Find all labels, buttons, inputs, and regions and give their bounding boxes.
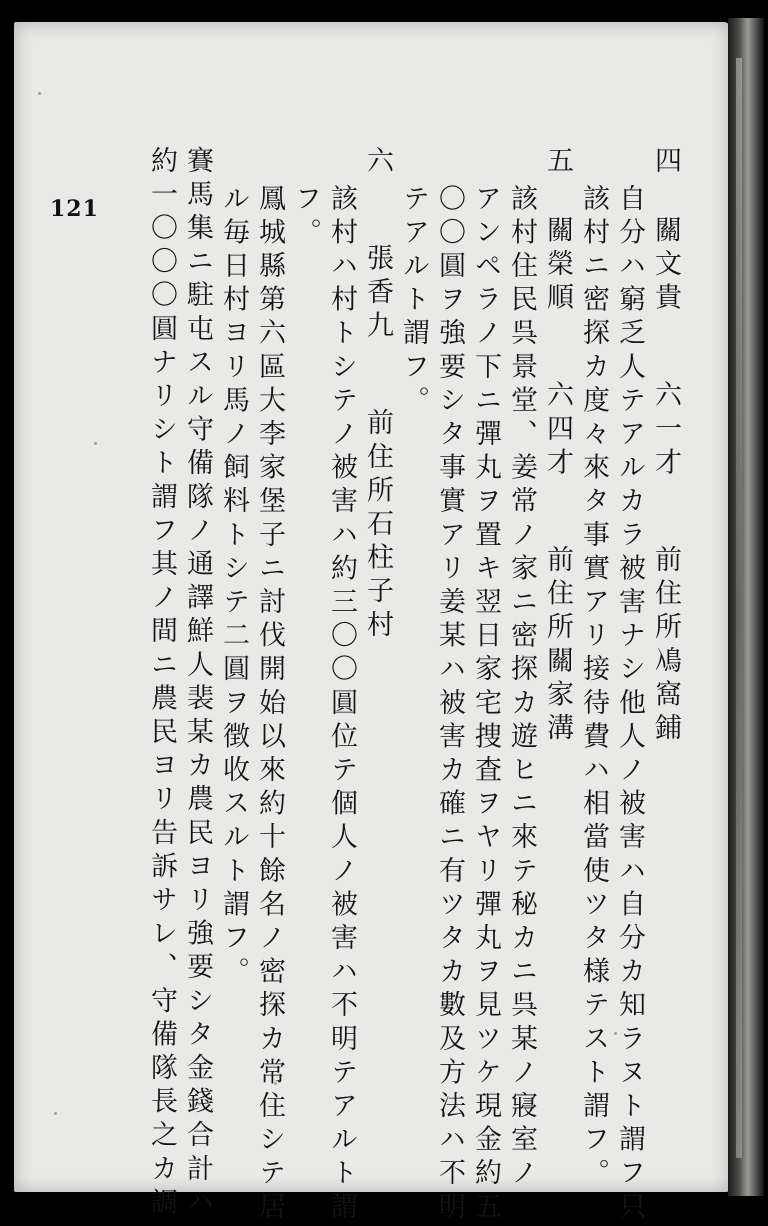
entry-6-name: 張香九: [362, 243, 393, 345]
entry-6-address: 前住所石柱子村: [362, 408, 393, 644]
entry-4-line-1: 自分ハ窮乏人テアルカラ被害ナシ他人ノ被害ハ自分カ知ラヌト謂フ只: [614, 184, 645, 1226]
entry-5-number: 五: [542, 146, 573, 180]
entry-5-age: 六四才: [542, 380, 573, 482]
entry-4-line-2: 該村ニ密探カ度々來タ事實アリ接待費ハ相當使ツタ様テスト謂フ。: [578, 184, 609, 1192]
entry-5-line-3: 〇〇圓ヲ強要シタ事實アリ姜某ハ被害カ確ニ有ツタカ數及方法ハ不明: [434, 184, 465, 1226]
entry-5-address: 前住所關家溝: [542, 545, 573, 747]
entry-4-address: 前住所鳰窩鋪: [650, 545, 681, 747]
entry-5-line-1: 該村住民呉景堂、姜常ノ家ニ密探カ遊ヒニ來テ秘カニ呉某ノ寢室ノ: [506, 184, 537, 1192]
page-number: 121: [50, 196, 99, 222]
entry-5-name: 關榮順: [542, 215, 573, 317]
entry-6-line-2: フ。: [290, 184, 321, 252]
entry-4-age: 六一才: [650, 380, 681, 482]
entry-6-line-3: 鳳城縣第六區大李家堡子ニ討伐開始以來約十餘名ノ密探カ常住シテ居: [254, 184, 285, 1226]
entry-6-line-1: 該村ハ村トシテノ被害ハ約三〇〇圓位テ個人ノ被害ハ不明テアルト謂: [326, 184, 357, 1226]
entry-5-line-4: テアルト謂フ。: [398, 184, 429, 420]
entry-4-number: 四: [650, 146, 681, 180]
entry-6-line-5: 賽馬集ニ駐屯スル守備隊ノ通譯鮮人裴某カ農民ヨリ強要シタ金錢合計ハ: [182, 146, 213, 1222]
entry-6-header: [360, 146, 394, 644]
entry-6-line-6: 約一〇〇〇圓ナリシト謂フ其ノ間ニ農民ヨリ告訴サレ、守備隊長之カ調: [146, 146, 177, 1222]
entry-6-line-4: ル毎日村ヨリ馬ノ飼料トシテ二圓ヲ徴收スルト謂フ。: [218, 184, 249, 991]
book-binding-edge: [728, 18, 764, 1196]
entry-5-header: [540, 146, 574, 747]
entry-4-header: [648, 146, 682, 747]
entry-4-name: 關文貴: [650, 215, 681, 317]
entry-6-number: 六: [362, 146, 393, 180]
entry-5-line-2: アンペラノ下ニ彈丸ヲ置キ翌日家宅捜査ヲヤリ彈丸ヲ見ツケ現金約五: [470, 184, 501, 1226]
